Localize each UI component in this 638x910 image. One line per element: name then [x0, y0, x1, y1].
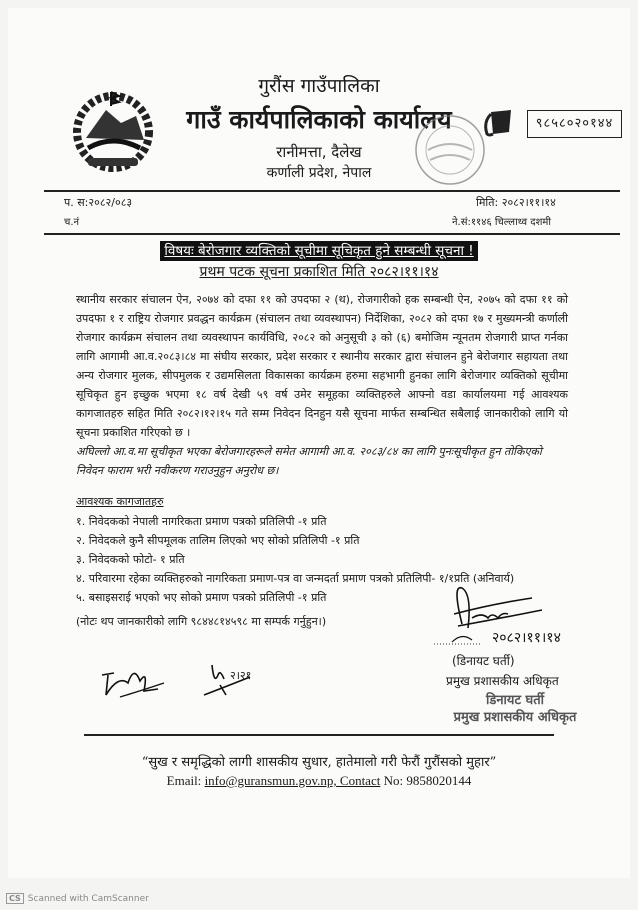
scanner-text: Scanned with CamScanner	[27, 893, 149, 904]
requirement-item: २. निवेदकले कुनै सीपमूलक तालिम लिएको भए सोको प्रतिलिपी -१ प्रति	[76, 534, 360, 547]
footer-motto: “सुख र समृद्धिको लागी शासकीय सुधार, हातेमालो गरी फेरौं गुरौंसको मुहार”	[141, 755, 497, 770]
contact-number: No: 9858020144	[380, 773, 472, 788]
office-name: गाउँ कार्यपालिकाको कार्यालय	[186, 105, 452, 134]
header-divider	[44, 190, 620, 192]
witness-signatures	[100, 655, 300, 715]
municipality-name: गुरौंस गाउँपालिका	[258, 75, 380, 97]
scanner-watermark	[6, 893, 149, 904]
signature-date: २०८२।११।१४	[492, 630, 561, 646]
requirement-item: ५. बसाइसराई भएको भए सोको प्रमाण पत्रको प्रतिलिपी -१ प्रति	[76, 591, 327, 604]
address-line-2: कर्णाली प्रदेश, नेपाल	[266, 165, 372, 181]
notice-body: स्थानीय सरकार संचालन ऐन, २०७४ को दफा ११ को उपदफा २ (थ), रोजगारीको हक सम्बन्धी ऐन, २०७५ को दफा ११ को उपदफा १ र राष्ट्रिय रोजगार प्रवद्धन कार्यक्रम (संचालन तथा व्यवस्थापन) निर्देशिका, २०८२ को दफा १७ र मुख्यमन्त्री कर्णाली रोजगार कार्यक्रम संचालन तथा व्यवस्थापन कार्यविधि, २०८२ को अनुसूची ३ को (६) बमोजिम न्यूनतम रोजगारी प्राप्त गर्नका लागि आगामी आ.व.२०८३।८४ मा संघीय सरकार, प्रदेश सरकार र स्थानीय सरकार द्वारा संचालन हुने बेरोजगार सहायता तथा अन्य रोजगार मुलक, सीपमुलक र उद्यमसिलता विकासका कार्यक्रम हरुमा सहभागी हुनका लागि बेरोजगार व्यक्तिको सूचीमा सूचिकृत हुन इच्छुक भएमा १८ वर्ष देखी ५९ वर्ष उमेर समूहका व्यक्तिहरुले आफ्नो वडा कार्यालयमा गई आवश्यक कागजातहरु सहित मिति २०८२।१२।१५ गते सम्म निवेदन दिनहुन यसै सूचना मार्फत सम्बन्धित सबैलाई जानकारीको लागि यो सूचना प्रकाशित गरिएको छ ।	[76, 293, 568, 439]
office-seal-stamp-icon	[410, 110, 490, 190]
officer-signature	[432, 584, 562, 654]
email-label: Email:	[166, 773, 205, 788]
signer-title: प्रमुख प्रशासकीय अधिकृत	[446, 674, 559, 688]
notice-subtitle: प्रथम पटक सूचना प्रकाशित मिति २०८२।११।१४	[199, 264, 439, 280]
signer-name: (डिनायट घर्ती)	[452, 654, 515, 668]
renewal-note: अघिल्लो आ.व.मा सूचीकृत भएका बेरोजगारहरूले समेत आगामी आ.व. २०८३/८४ का लागि पुनःसूचीकृत हुन तोकिएको निवेदन फाराम भरी नवीकरण गराउनुहुन अनुरोध छ।	[76, 445, 542, 477]
requirements-heading: आवश्यक कागजातहरु	[76, 495, 164, 508]
reference-divider	[44, 233, 620, 235]
phone-number: ९८५८०२०१४४	[527, 110, 622, 138]
notice-subject	[0, 240, 638, 259]
signer-seal-stamp	[450, 692, 580, 726]
contact-note: (नोटः थप जानकारीको लागि ९८४४८१४५९८ मा सम्पर्क गर्नुहुन।)	[76, 615, 327, 628]
seal-stamp-name: डिनायट घर्ती	[486, 693, 544, 708]
nepal-sambat-date: ने.सं:११४६ चिल्लाथ्व दशमी	[452, 217, 551, 228]
notice-subject-text: विषयः बेरोजगार व्यक्तिको सूचीमा सूचिकृत हुने सम्बन्धी सूचना !	[160, 241, 477, 261]
footer-contact	[0, 773, 638, 789]
reference-number: प. स:२०८२/०८३	[64, 196, 133, 209]
seal-stamp-title: प्रमुख प्रशासकीय अधिकृत	[453, 710, 577, 725]
requirement-item: ३. निवेदकको फोटो- १ प्रति	[76, 553, 185, 566]
witness-initials: २।२१	[230, 669, 252, 682]
camscanner-logo-icon: CS	[6, 893, 24, 904]
address-line-1: रानीमत्ता, दैलेख	[276, 143, 362, 161]
requirement-item: १. निवेदकको नेपाली नागरिकता प्रमाण पत्रको प्रतिलिपी -१ प्रति	[76, 515, 327, 528]
issue-date: मिति: २०८२।११।१४	[476, 196, 556, 209]
telephone-icon	[483, 108, 515, 138]
dispatch-number: च.नं	[64, 217, 80, 228]
requirement-item: ४. परिवारमा रहेका व्यक्तिहरुको नागरिकता प्रमाण-पत्र वा जन्मदर्ता प्रमाण पत्रको प्रतिलिपी- १/१प्रति (अनिवार्य)	[76, 572, 515, 585]
email-link[interactable]: info@guransmun.gov.np, Contact	[204, 773, 381, 788]
footer-divider	[84, 734, 554, 736]
